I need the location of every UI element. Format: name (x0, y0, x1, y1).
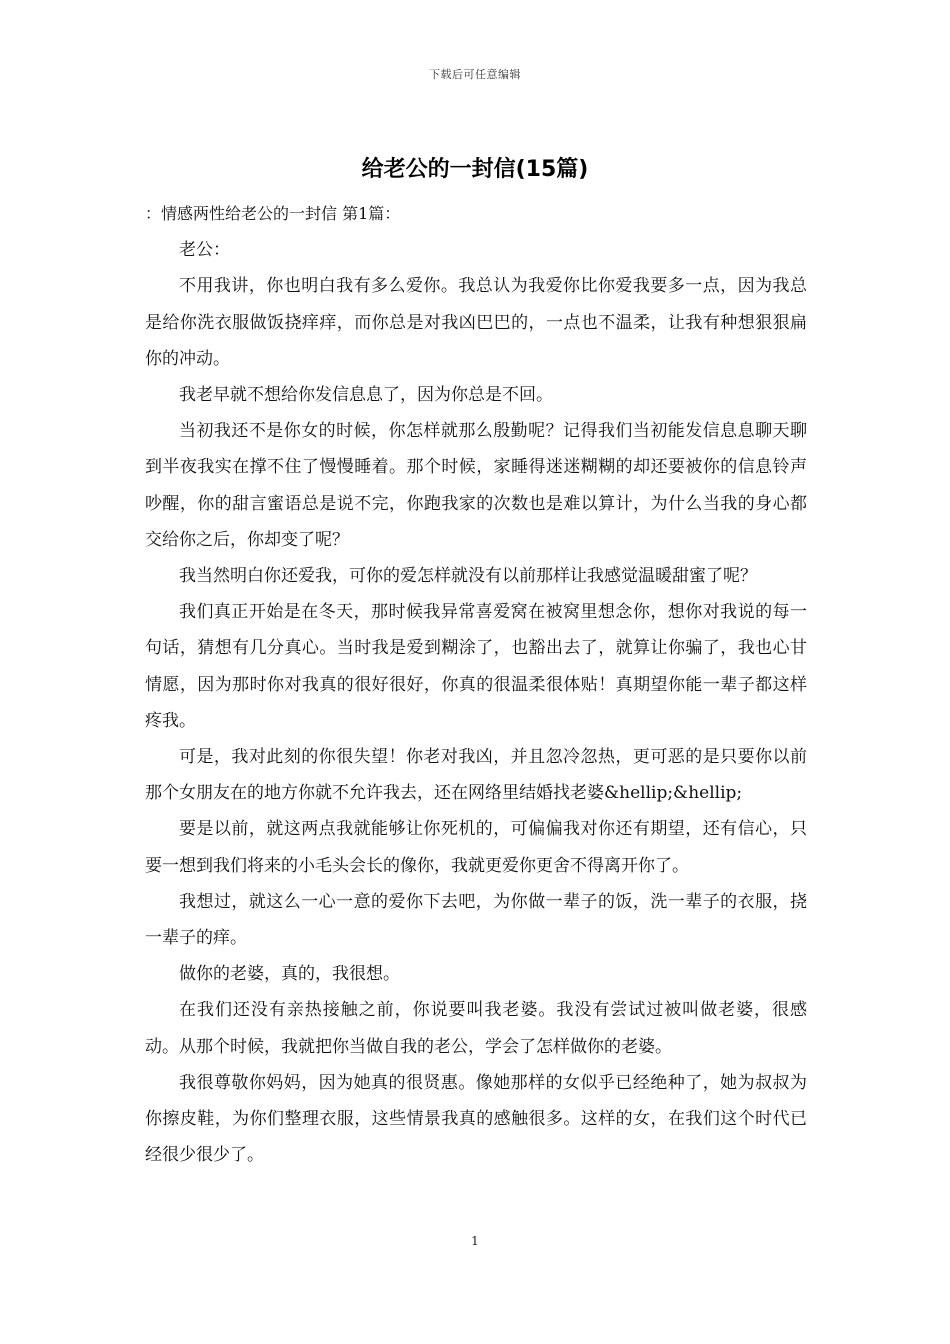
document-title: 给老公的一封信(15篇) (361, 157, 589, 182)
page-number: 1 (471, 1234, 479, 1248)
document-subtitle: ：情感两性给老公的一封信 第1篇： (145, 204, 401, 223)
paragraph: 我想过，就这么一心一意的爱你下去吧，为你做一辈子的饭，洗一辈子的衣服，挠一辈子的痒。 (145, 891, 807, 949)
paragraph: 老公： (179, 240, 230, 261)
paragraph: 我们真正开始是在冬天，那时候我异常喜爱窝在被窝里想念你，想你对我说的每一句话，猜想有几分真心。当时我是爱到糊涂了，也豁出去了，就算让你骗了，我也心甘情愿，因为那时你对我真的很好很好，你真的很温柔很体贴！真期望你能一辈子都这样疼我。 (145, 602, 807, 731)
paragraph: 要是以前，就这两点我就能够让你死机的，可偏偏我对你还有期望，还有信心，只要一想到我们将来的小毛头会长的像你，我就更爱你更舍不得离开你了。 (145, 819, 807, 876)
paragraph: 当初我还不是你女的时候，你怎样就那么殷勤呢？记得我们当初能发信息息聊天聊到半夜我实在撑不住了慢慢睡着。那个时候，家睡得迷迷糊糊的却还要被你的信息铃声吵醒，你的甜言蜜语总是说不完，你跑我家的次数也是难以算计，为什么当我的身心都交给你之后，你却变了呢？ (145, 421, 807, 550)
paragraph: 我老早就不想给你发信息息了，因为你总是不回。 (179, 385, 553, 406)
paragraph: 在我们还没有亲热接触之前，你说要叫我老婆。我没有尝试过被叫做老婆，很感动。从那个时候，我就把你当做自我的老公，学会了怎样做你的老婆。 (145, 1000, 807, 1057)
paragraph: 我很尊敬你妈妈，因为她真的很贤惠。像她那样的女似乎已经绝种了，她为叔叔为你擦皮鞋，为你们整理衣服，这些情景我真的感触很多。这样的女，在我们这个时代已经很少很少了。 (145, 1072, 807, 1166)
paragraph: 可是，我对此刻的你很失望！你老对我凶，并且忽冷忽热，更可恶的是只要你以前那个女朋友在的地方你就不允许我去，还在网络里结婚找老婆&hellip;&hellip; (145, 747, 807, 804)
document-body (145, 196, 807, 1173)
paragraph: 不用我讲，你也明白我有多么爱你。我总认为我爱你比你爱我要多一点，因为我总是给你洗衣服做饭挠痒痒，而你总是对我凶巴巴的，一点也不温柔，让我有种想狠狠扁你的冲动。 (145, 276, 807, 369)
paragraph: 做你的老婆，真的，我很想。 (179, 964, 400, 985)
paragraph: 我当然明白你还爱我，可你的爱怎样就没有以前那样让我感觉温暖甜蜜了呢？ (179, 566, 757, 587)
header-note: 下载后可任意编辑 (429, 68, 521, 81)
